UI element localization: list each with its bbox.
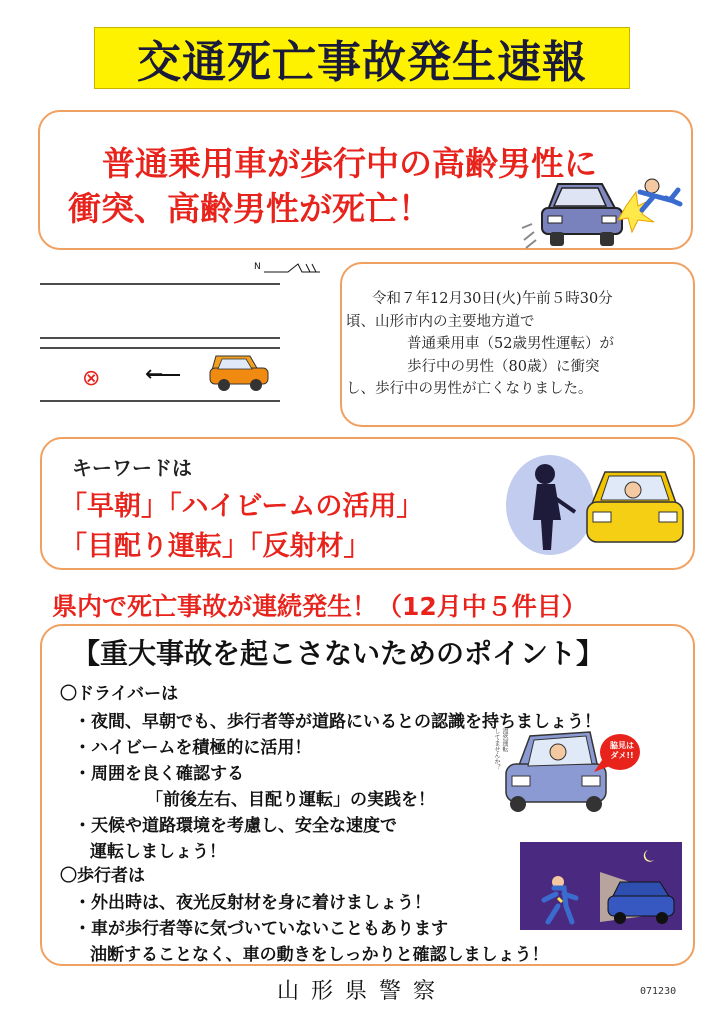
- keywords-line1: 「早朝」「ハイビームの活用」: [60, 491, 424, 522]
- speech-bubble-text: 脇見は ダメ!!: [610, 741, 634, 760]
- keywords-label: キーワードは: [72, 456, 192, 480]
- summary-line: し、歩行中の男性が亡くなりました。: [346, 381, 593, 397]
- alert-text: 県内で死亡事故が連続発生！（12月中５件目）: [52, 592, 587, 621]
- distracted-driver-illustration: [498, 722, 643, 822]
- headline-line1: 普通乗用車が歩行中の高齢男性に: [102, 144, 597, 183]
- summary-line: 令和７年12月30日(火)午前５時30分: [372, 291, 613, 307]
- pedestrian-item: ・車が歩行者等に気づいていないこともあります: [74, 919, 448, 939]
- summary-line: 頃、山形市内の主要地方道で: [346, 313, 535, 330]
- driver-item: 「前後左右、目配り運転」の実践を！: [146, 790, 435, 810]
- summary-line: 歩行中の男性（80歳）に衝突: [407, 358, 600, 375]
- driver-item: ・周囲を良く確認する: [74, 764, 244, 784]
- no-entry-icon: ⊗: [82, 366, 101, 391]
- document-code: 071230: [640, 986, 677, 997]
- driver-item: ・夜間、早朝でも、歩行者等が道路にいるとの認識を持ちましょう！: [74, 712, 601, 732]
- points-title: 【重大事故を起こさないためのポイント】: [72, 637, 605, 670]
- driver-heading: 〇ドライバーは: [60, 684, 179, 704]
- summary-line: 普通乗用車（52歳男性運転）が: [407, 336, 614, 352]
- driver-item: ・ハイビームを積極的に活用！: [74, 738, 312, 758]
- issuer-footer: 山形県警察: [276, 979, 447, 1004]
- pedestrian-item: 油断することなく、車の動きをしっかりと確認しましょう！: [90, 945, 549, 965]
- headline-line2: 衝突、高齢男性が死亡！: [68, 189, 431, 228]
- car-crash-illustration: [520, 170, 685, 250]
- driver-item: 運転しましょう！: [90, 842, 226, 862]
- arrow-left-icon: ←: [145, 362, 164, 387]
- page-title: 交通死亡事故発生速報: [94, 27, 630, 89]
- north-label: N: [254, 262, 261, 272]
- side-note-text: 漫然運転 してませんか？: [493, 728, 508, 770]
- keywords-line2: 「目配り運転」「反射材」: [60, 531, 371, 562]
- driver-item: ・天候や道路環境を考慮し、安全な速度で: [74, 816, 397, 836]
- accident-summary: [346, 288, 684, 401]
- pedestrian-heading: 〇歩行者は: [60, 866, 145, 886]
- night-driver-illustration: [505, 450, 685, 562]
- night-pedestrian-illustration: [520, 842, 682, 930]
- pedestrian-item: ・外出時は、夜光反射材を身に着けましょう！: [74, 893, 431, 913]
